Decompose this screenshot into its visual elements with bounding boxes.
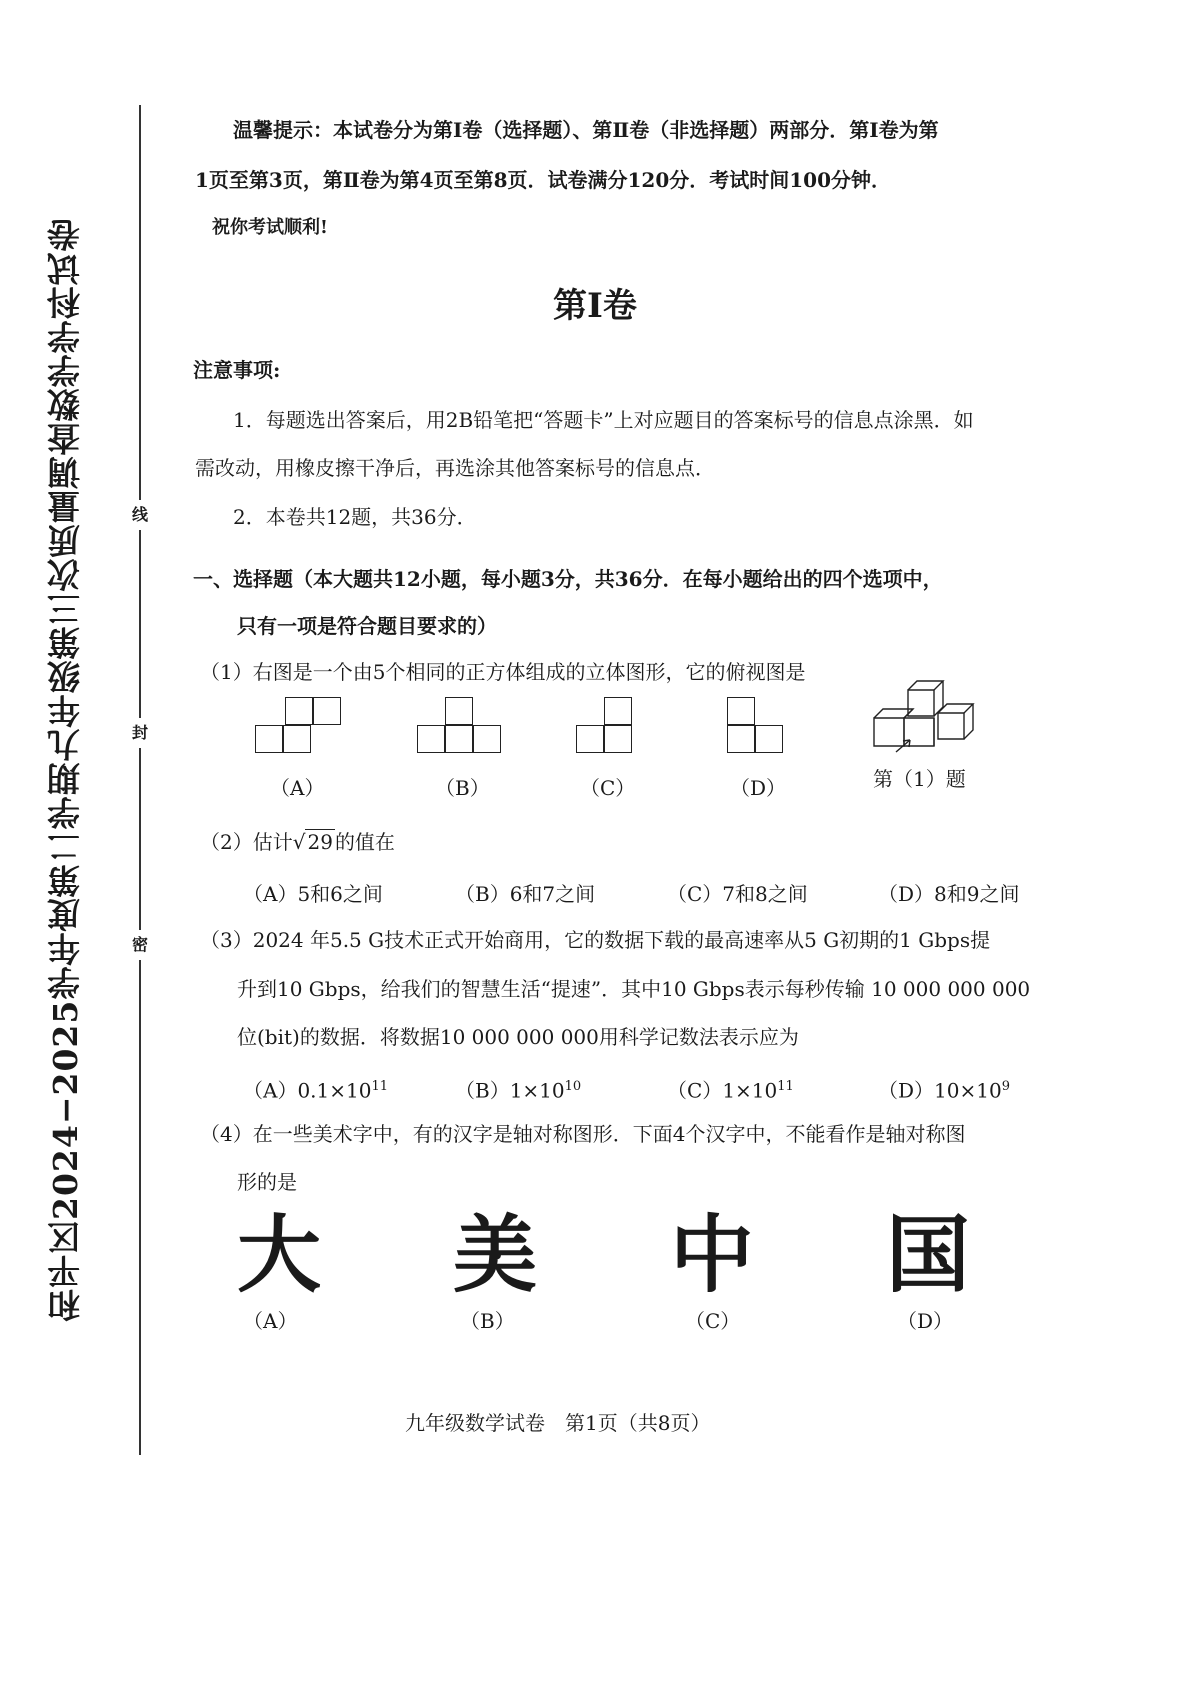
q2-stem-suffix: 的值在 — [334, 830, 395, 854]
notes-item-1-line-2: 需改动，用橡皮擦干净后，再选涂其他答案标号的信息点． — [195, 456, 715, 480]
q4-char-c: 中 — [670, 1206, 755, 1304]
notice-wish: 祝你考试顺利! — [212, 217, 328, 238]
q3-option-d-exp: 9 — [1001, 1079, 1010, 1094]
notes-item-2: 2．本卷共12题，共36分． — [233, 505, 477, 529]
q3-option-a-exp: 11 — [371, 1079, 389, 1094]
q4-char-a: 大 — [237, 1206, 322, 1304]
q4-char-b: 美 — [453, 1206, 538, 1304]
q1-option-b-figure — [417, 697, 507, 757]
side-exam-title: 和平区2024−2025学年度第二学期九年级第三次质量调查数学学科试卷 — [46, 217, 85, 1323]
q2-stem — [200, 828, 395, 856]
q3-option-c-label: （C） — [667, 1078, 723, 1103]
q4-option-d-label: （D） — [897, 1309, 954, 1333]
q4-option-c-label: （C） — [685, 1309, 741, 1333]
q3-option-b-label: （B） — [455, 1078, 510, 1103]
notice-line-1: 温馨提示：本试卷分为第Ⅰ卷（选择题）、第Ⅱ卷（非选择题）两部分．第Ⅰ卷为第 — [233, 118, 939, 142]
q3-option-c-base: 1×10 — [722, 1078, 778, 1103]
q1-option-c-label: （C） — [580, 776, 636, 800]
q3-option-d — [878, 1073, 1010, 1105]
seal-mark-secret: 密 — [129, 930, 151, 960]
q1-option-d-figure — [727, 697, 787, 757]
notes-item-1-line-1: 1．每题选出答案后，用2B铅笔把“答题卡”上对应题目的答案标号的信息点涂黑．如 — [233, 408, 974, 432]
q1-option-a-figure — [255, 697, 345, 757]
section-line-1: 一、选择题（本大题共12小题，每小题3分，共36分．在每小题给出的四个选项中， — [193, 567, 943, 591]
q2-option-b: （B）6和7之间 — [455, 882, 596, 906]
q4-line-1: （4）在一些美术字中，有的汉字是轴对称图形．下面4个汉字中，不能看作是轴对称图 — [200, 1122, 966, 1146]
q3-option-c-exp: 11 — [777, 1079, 794, 1094]
q3-option-d-base: 10×10 — [934, 1078, 1002, 1103]
q1-option-a-label: （A） — [270, 776, 325, 800]
q4-option-a-label: （A） — [243, 1309, 298, 1333]
q4-line-2: 形的是 — [237, 1170, 297, 1194]
q3-option-a-label: （A） — [243, 1078, 298, 1103]
q2-stem-prefix: （2）估计 — [200, 830, 293, 854]
q3-option-b-exp: 10 — [564, 1079, 582, 1094]
q3-line-1: （3）2024 年5.5 G技术正式开始商用，它的数据下载的最高速率从5 G初期的1 Gbps提 — [200, 928, 991, 952]
q1-stem: （1）右图是一个由5个相同的正方体组成的立体图形，它的俯视图是 — [200, 660, 806, 684]
page-footer: 九年级数学试卷 第1页（共8页） — [405, 1411, 711, 1435]
q1-cube-figure — [868, 668, 980, 756]
q3-line-3: 位(bit)的数据．将数据10 000 000 000用科学记数法表示应为 — [237, 1025, 799, 1049]
q3-option-b — [455, 1073, 581, 1105]
volume-title: 第Ⅰ卷 — [553, 286, 637, 326]
q1-option-c-figure — [576, 697, 636, 757]
seal-mark-seal: 封 — [129, 718, 151, 748]
q3-option-a-base: 0.1×10 — [297, 1078, 372, 1103]
q1-option-b-label: （B） — [435, 776, 490, 800]
q3-option-a — [243, 1073, 388, 1105]
q2-option-a: （A）5和6之间 — [243, 882, 383, 906]
q1-figure-caption: 第（1）题 — [873, 767, 966, 791]
seal-line — [139, 105, 141, 1455]
q3-option-b-base: 1×10 — [509, 1078, 565, 1103]
q3-option-c — [667, 1073, 794, 1105]
q4-char-d: 国 — [886, 1206, 971, 1304]
q3-line-2: 升到10 Gbps，给我们的智慧生活“提速”．其中10 Gbps表示每秒传输 10 000 000 000 — [237, 977, 1031, 1001]
q2-option-c: （C）7和8之间 — [667, 882, 808, 906]
notice-line-2: 1页至第3页，第Ⅱ卷为第4页至第8页．试卷满分120分．考试时间100分钟． — [195, 168, 892, 192]
q1-option-d-label: （D） — [730, 776, 787, 800]
q2-sqrt: √ 29 — [292, 830, 333, 854]
q3-option-d-label: （D） — [878, 1078, 935, 1103]
q2-option-d: （D）8和9之间 — [878, 882, 1020, 906]
q2-radicand: 29 — [307, 830, 333, 854]
notes-heading: 注意事项: — [193, 358, 281, 382]
q4-option-b-label: （B） — [460, 1309, 515, 1333]
section-line-2: 只有一项是符合题目要求的） — [237, 614, 497, 638]
seal-mark-line: 线 — [129, 500, 151, 530]
